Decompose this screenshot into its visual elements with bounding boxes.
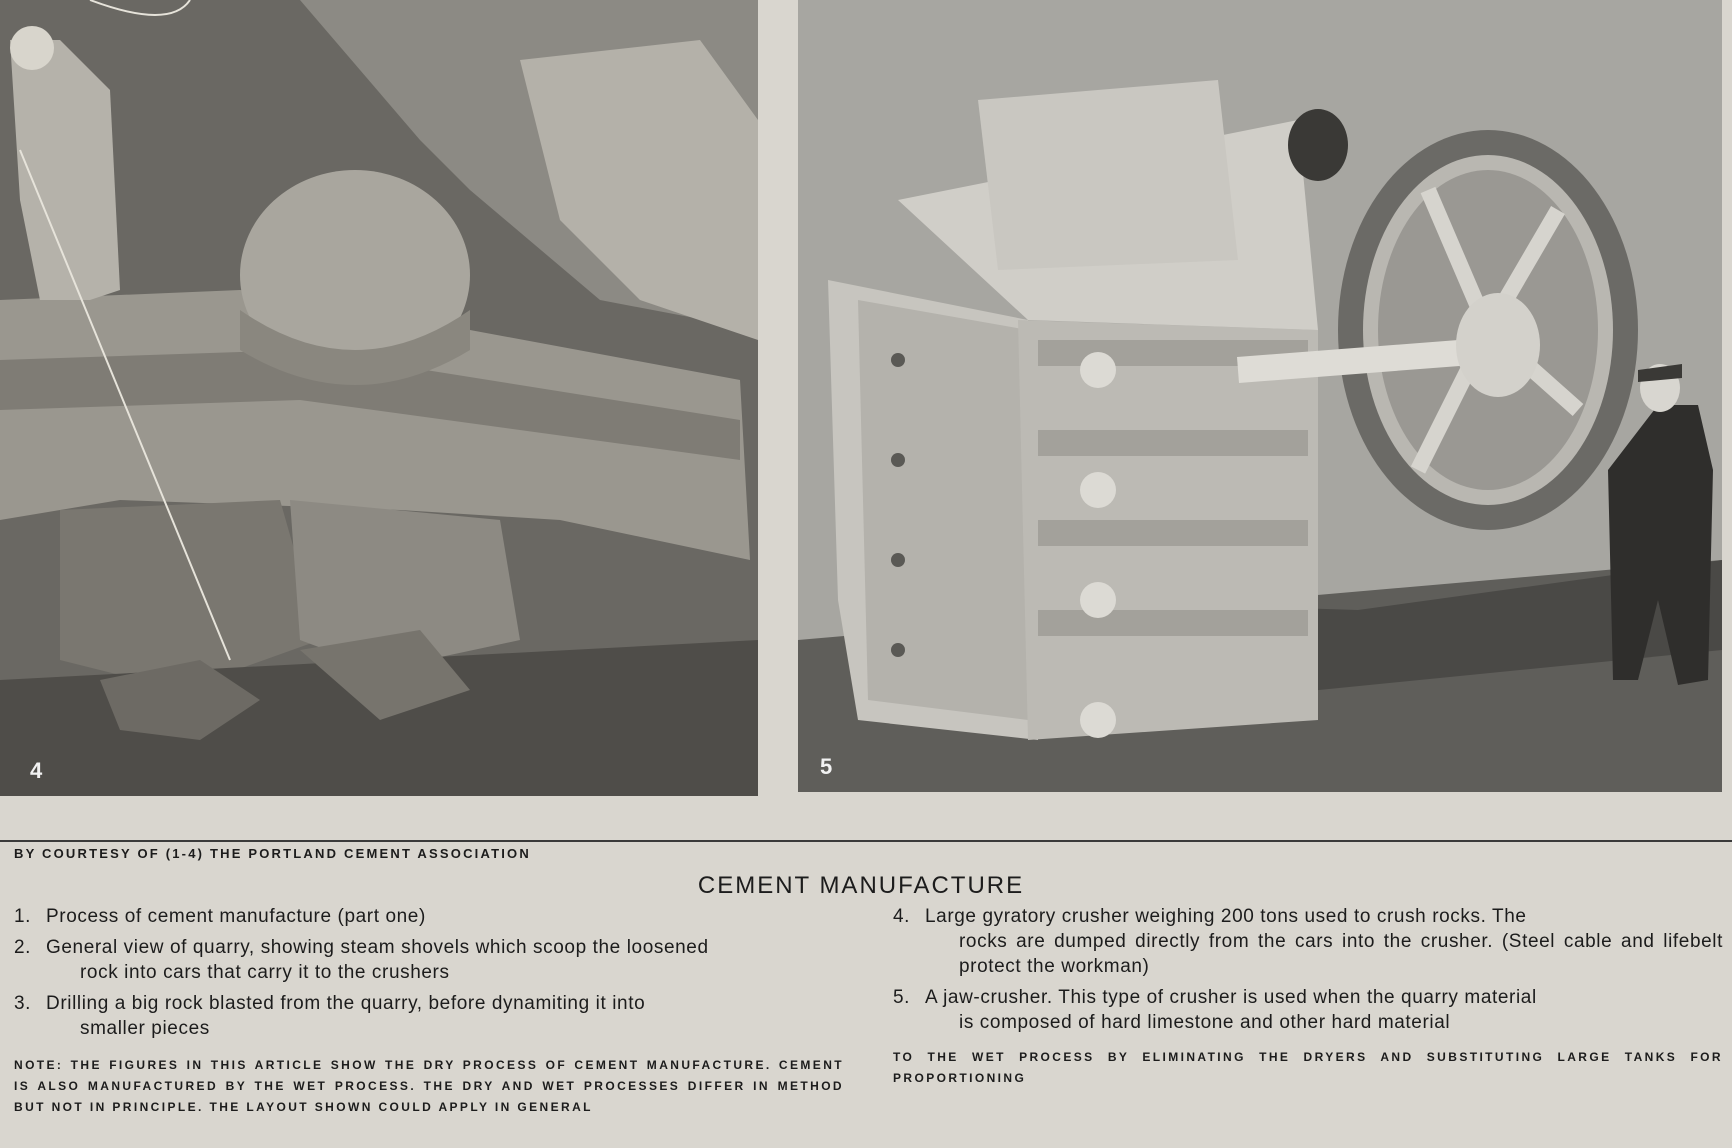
caption-item [14,991,844,1041]
caption-text-continued: smaller pieces [80,1018,210,1039]
caption-item [14,935,844,985]
photo-jaw-crusher [798,0,1722,792]
caption-text: General view of quarry, showing steam shovels which scoop the loosened [46,937,709,958]
caption-text: Drilling a big rock blasted from the quarry, before dynamiting it into [46,993,646,1014]
jaw-crusher-illustration [798,0,1722,792]
caption-number: 3. [14,993,32,1014]
caption-text: Large gyratory crusher weighing 200 tons used to crush rocks. The [925,906,1527,927]
page-title: CEMENT MANUFACTURE [697,872,1025,899]
caption-item [893,985,1723,1035]
figure-number-5: 5 [820,754,833,779]
caption-text: A jaw-crusher. This type of crusher is used when the quarry material [925,987,1537,1008]
caption-number: 2. [14,937,32,958]
caption-text-continued: is composed of hard limestone and other hard material [959,1012,1451,1033]
caption-text-continued: rocks are dumped directly from the cars into the crusher. (Steel cable and lifebelt protect the workman) [959,931,1723,977]
divider-rule [0,840,1732,842]
caption-column-right [893,904,1723,1089]
gyratory-crusher-illustration [0,0,758,796]
caption-item [893,904,1723,979]
note-text: NOTE: THE FIGURES IN THIS ARTICLE SHOW THE DRY PROCESS OF CEMENT MANUFACTURE. CEMENT IS ALSO MANUFACTURED BY THE WET PROCESS. THE DRY AND WET PROCESSES DIFFER IN METHOD BUT NOT IN PRINCIPLE. THE LAYOUT SHOWN COULD APPLY IN GENERAL [14,1058,844,1114]
photo-gyratory-crusher [0,0,758,796]
figure-number-4: 4 [30,758,43,783]
caption-number: 1. [14,906,32,927]
note-text-continued: TO THE WET PROCESS BY ELIMINATING THE DRYERS AND SUBSTITUTING LARGE TANKS FOR PROPORTIONING [893,1050,1723,1085]
caption-number: 4. [893,906,911,927]
caption-column-left [14,904,844,1118]
caption-number: 5. [893,987,911,1008]
caption-item [14,904,844,929]
caption-text: Process of cement manufacture (part one) [46,906,426,927]
photo-credit: BY COURTESY OF (1-4) THE PORTLAND CEMENT ASSOCIATION [14,846,531,861]
caption-text-continued: rock into cars that carry it to the crushers [80,962,450,983]
